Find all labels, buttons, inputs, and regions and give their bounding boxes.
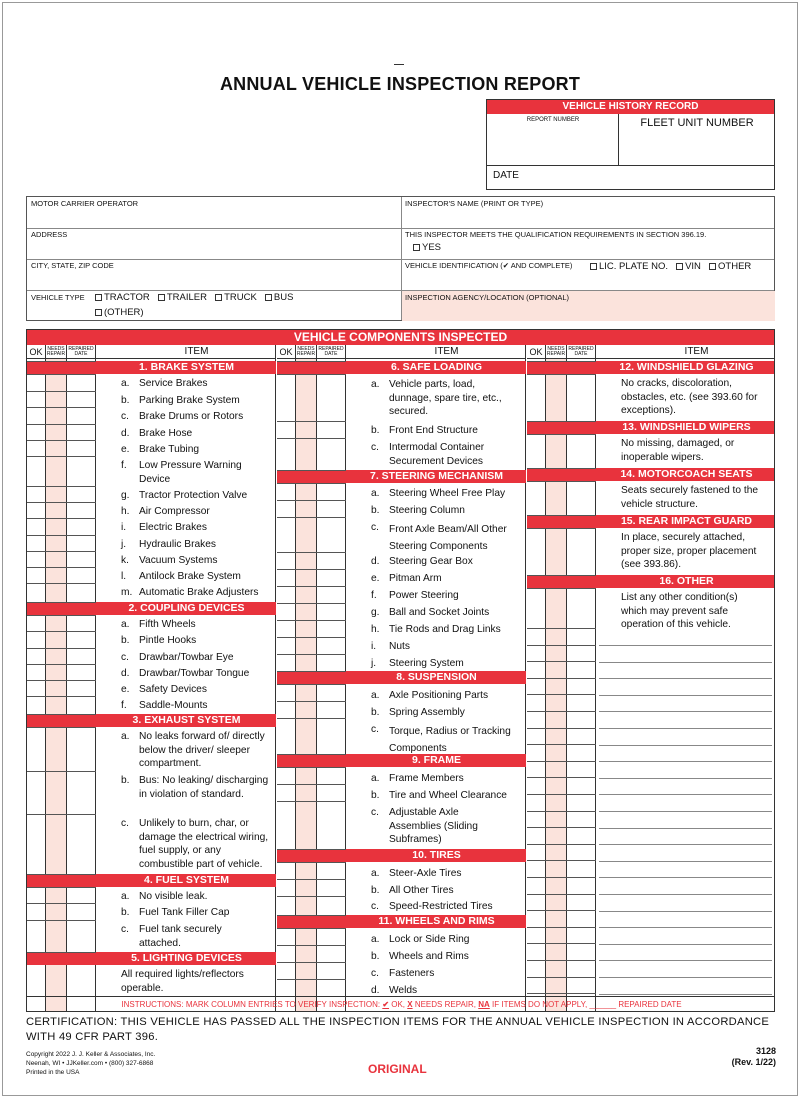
lighting-text: All required lights/reflectors operable.	[121, 969, 244, 994]
other-type-label: (OTHER)	[104, 307, 144, 318]
writing-line[interactable]	[599, 911, 772, 912]
vehicle-history-header: VEHICLE HISTORY RECORD	[487, 100, 774, 114]
components-header: VEHICLE COMPONENTS INSPECTED	[27, 330, 774, 345]
section-lighting-devices: 5. LIGHTING DEVICES	[27, 952, 276, 965]
trailer-checkbox[interactable]	[158, 294, 165, 301]
section-other: 16. OTHER	[527, 575, 775, 588]
trailer-label: TRAILER	[166, 292, 207, 303]
writing-line[interactable]	[599, 927, 772, 928]
inspector-name-label: INSPECTOR'S NAME (PRINT OR TYPE)	[405, 199, 544, 208]
top-mark	[394, 64, 404, 65]
vin-checkbox[interactable]	[676, 263, 683, 270]
writing-line[interactable]	[599, 894, 772, 895]
other-text: List any other condition(s) which may prevent safe operation of this vehicle.	[621, 592, 738, 630]
seats-text: Seats securely fastened to the vehicle structure.	[621, 485, 759, 510]
city-label: CITY, STATE, ZIP CODE	[31, 261, 114, 270]
writing-line[interactable]	[599, 977, 772, 978]
x-mark: X	[407, 1000, 413, 1009]
item-header: ITEM	[434, 346, 459, 357]
vehicle-id-label: VEHICLE IDENTIFICATION (✔ AND COMPLETE)	[405, 261, 573, 270]
needs-repair-header: NEEDS REPAIR	[546, 346, 566, 357]
guard-text: In place, securely attached, proper size, proper placement (see 393.86).	[621, 532, 757, 570]
report-number-label: REPORT NUMBER	[526, 117, 580, 123]
writing-line[interactable]	[599, 711, 772, 712]
vehicle-history-box	[486, 99, 775, 190]
certification-text: CERTIFICATION: THIS VEHICLE HAS PASSED ALL THE INSPECTION ITEMS FOR THE ANNUAL VEHICLE INSPECTION IN ACCORDANCE WITH 49 CFR PART 396.	[26, 1016, 770, 1043]
address-label: ADDRESS	[31, 230, 68, 239]
fleet-unit-label: FLEET UNIT NUMBER	[640, 117, 754, 129]
yes-label: YES	[422, 242, 442, 253]
section-windshield-glazing: 12. WINDSHIELD GLAZING	[527, 361, 775, 374]
repaired-date-header: REPAIRED DATE	[568, 346, 594, 357]
publisher-line: Neenah, WI • JJKeller.com • (800) 327-6868	[26, 1060, 154, 1067]
writing-line[interactable]	[599, 944, 772, 945]
tractor-label: TRACTOR	[104, 292, 150, 303]
ok-header: OK	[279, 347, 293, 357]
other-id-label: OTHER	[718, 261, 752, 272]
writing-line[interactable]	[599, 811, 772, 812]
yes-checkbox[interactable]	[413, 244, 420, 251]
vehicle-type-label: VEHICLE TYPE	[31, 293, 85, 302]
ok-header: OK	[29, 347, 43, 357]
writing-line[interactable]	[599, 728, 772, 729]
instructions-line: INSTRUCTIONS: MARK COLUMN ENTRIES TO VERIFY INSPECTION: ✔ OK, X NEEDS REPAIR, NA IF ITEMS DO NOT APPLY, ______ REPAIRED DATE	[27, 996, 775, 1012]
writing-line[interactable]	[599, 877, 772, 878]
qualification-label: THIS INSPECTOR MEETS THE QUALIFICATION REQUIREMENTS IN SECTION 396.19.	[405, 230, 707, 239]
writing-line[interactable]	[599, 645, 772, 646]
truck-checkbox[interactable]	[215, 294, 222, 301]
writing-line[interactable]	[599, 794, 772, 795]
writing-line[interactable]	[599, 761, 772, 762]
item-header: ITEM	[684, 346, 709, 357]
writing-line[interactable]	[599, 844, 772, 845]
needs-repair-column[interactable]	[546, 359, 566, 1012]
writing-line[interactable]	[599, 778, 772, 779]
column-2: OK NEEDS REPAIR REPAIRED DATE ITEM 6. SAFE LOADING 7. STEERING MECHANISM 8. SUSPENSION 9. FRAME 10. TIRES 11. WHEELS AND RIMS a. Vehicle parts, load, dunnage, spare tire, etc., secured. b. Front End Structure c. Intermodal Container Securement Devices a. Steering Wheel Free Play b. Steering Column c. Front Axle Beam/All Other Steering Components d. Steering Gear Box e. Pitman Arm f. Power Steering g. Ball and Socket Joints h. Tie Rods and Drag Links i. Nuts j. Steering System a. Axle Positioning Parts b. Spring Assembly c. Torque, Radius or Tracking Components a. Frame Members b. Tire and Wheel Clearance c. Adjustable Axle Assemblies (Sliding Subframes) a. Steer-Axle Tires b. All Other Tires c. Speed-Restricted Tires a. Lock or Side Ring b. Wheels and Rims c. Fasteners d. Welds	[277, 345, 526, 1012]
other-type-checkbox[interactable]	[95, 309, 102, 316]
bus-label: BUS	[273, 292, 294, 303]
bus-checkbox[interactable]	[265, 294, 272, 301]
form-number	[716, 1046, 776, 1068]
section-frame: 9. FRAME	[277, 754, 526, 767]
motor-carrier-label: MOTOR CARRIER OPERATOR	[31, 199, 139, 208]
other-id-checkbox[interactable]	[709, 263, 716, 270]
section-rear-impact-guard: 15. REAR IMPACT GUARD	[527, 515, 775, 528]
inspection-agency-label: INSPECTION AGENCY/LOCATION (OPTIONAL)	[405, 293, 570, 302]
section-tires: 10. TIRES	[277, 849, 526, 862]
original-label: ORIGINAL	[368, 1062, 427, 1076]
section-exhaust-system: 3. EXHAUST SYSTEM	[27, 714, 276, 727]
writing-line[interactable]	[599, 960, 772, 961]
lic-plate-checkbox[interactable]	[590, 263, 597, 270]
writing-line[interactable]	[599, 662, 772, 663]
needs-repair-header: NEEDS REPAIR	[46, 346, 66, 357]
tractor-checkbox[interactable]	[95, 294, 102, 301]
section-steering: 7. STEERING MECHANISM	[277, 470, 526, 483]
needs-repair-header: NEEDS REPAIR	[296, 346, 316, 357]
report-title: ANNUAL VEHICLE INSPECTION REPORT	[219, 74, 581, 94]
revision-text: (Rev. 1/22)	[731, 1057, 776, 1067]
writing-line[interactable]	[599, 678, 772, 679]
section-safe-loading: 6. SAFE LOADING	[277, 361, 526, 374]
section-coupling-devices: 2. COUPLING DEVICES	[27, 602, 276, 615]
vin-label: VIN	[685, 261, 701, 272]
ok-column[interactable]	[527, 359, 545, 1012]
repaired-date-column[interactable]	[567, 359, 595, 1012]
repaired-date-header: REPAIRED DATE	[68, 346, 94, 357]
repaired-date-header: REPAIRED DATE	[318, 346, 344, 357]
writing-line[interactable]	[599, 695, 772, 696]
date-label: DATE	[493, 170, 519, 181]
instructions-text: INSTRUCTIONS: MARK COLUMN ENTRIES TO VERIFY INSPECTION:	[121, 1000, 383, 1009]
writing-line[interactable]	[599, 828, 772, 829]
section-windshield-wipers: 13. WINDSHIELD WIPERS	[527, 421, 775, 434]
writing-line[interactable]	[599, 745, 772, 746]
item-header: ITEM	[184, 346, 209, 357]
na-mark: NA	[478, 1000, 490, 1009]
truck-label: TRUCK	[224, 292, 257, 303]
lic-plate-label: LIC. PLATE NO.	[599, 261, 668, 272]
components-section	[26, 329, 775, 1012]
section-brake-system: 1. BRAKE SYSTEM	[27, 361, 276, 374]
column-1: OK NEEDS REPAIR REPAIRED DATE ITEM 1. BRAKE SYSTEM 2. COUPLING DEVICES 3. EXHAUST SYSTEM 4. FUEL SYSTEM 5. LIGHTING DEVICES a. Service Brakes b. Parking Brake System c. Brake Drums or Rotors d. Brake Hose e. Brake Tubing f. Low Pressure Warning Device g. Tractor Protection Valve h. Air Compressor i. Electric Brakes j. Hydraulic Brakes k. Vacuum Systems l. Antilock Brake System m. Automatic Brake Adjusters a. Fifth Wheels b. Pintle Hooks c. Drawbar/Towbar Eye d. Drawbar/Towbar Tongue e. Safety Devices f. Saddle-Mounts a. No leaks forward of/ directly below the driver/ sleeper compartment. b. Bus: No leaking/ discharging in violation of standard. c. Unlikely to burn, char, or damage the electrical wiring, fuel supply, or any combustible part of vehicle. a. No visible leak. b. Fuel Tank Filler Cap c. Fuel tank securely attached. All required lights/reflectors operable.	[27, 345, 276, 1012]
column-3	[527, 345, 775, 1012]
glazing-text: No cracks, discoloration, obstacles, etc. (see 393.60 for exceptions).	[621, 378, 758, 416]
section-fuel-system: 4. FUEL SYSTEM	[27, 874, 276, 887]
wipers-text: No missing, damaged, or inoperable wipers.	[621, 438, 735, 463]
section-suspension: 8. SUSPENSION	[277, 671, 526, 684]
form-number-text: 3128	[755, 1046, 776, 1056]
printed-line: Printed in the USA	[26, 1069, 80, 1076]
writing-line[interactable]	[599, 994, 772, 995]
carrier-info-grid	[26, 196, 775, 321]
section-wheels-rims: 11. WHEELS AND RIMS	[277, 915, 526, 928]
report-number-field[interactable]	[487, 114, 619, 166]
ok-header: OK	[529, 347, 543, 357]
copyright-block	[26, 1050, 155, 1077]
section-motorcoach-seats: 14. MOTORCOACH SEATS	[527, 468, 775, 481]
writing-line[interactable]	[599, 861, 772, 862]
copyright-line: Copyright 2022 J. J. Keller & Associates, Inc.	[26, 1051, 156, 1058]
ok-mark: ✔	[382, 1000, 390, 1009]
